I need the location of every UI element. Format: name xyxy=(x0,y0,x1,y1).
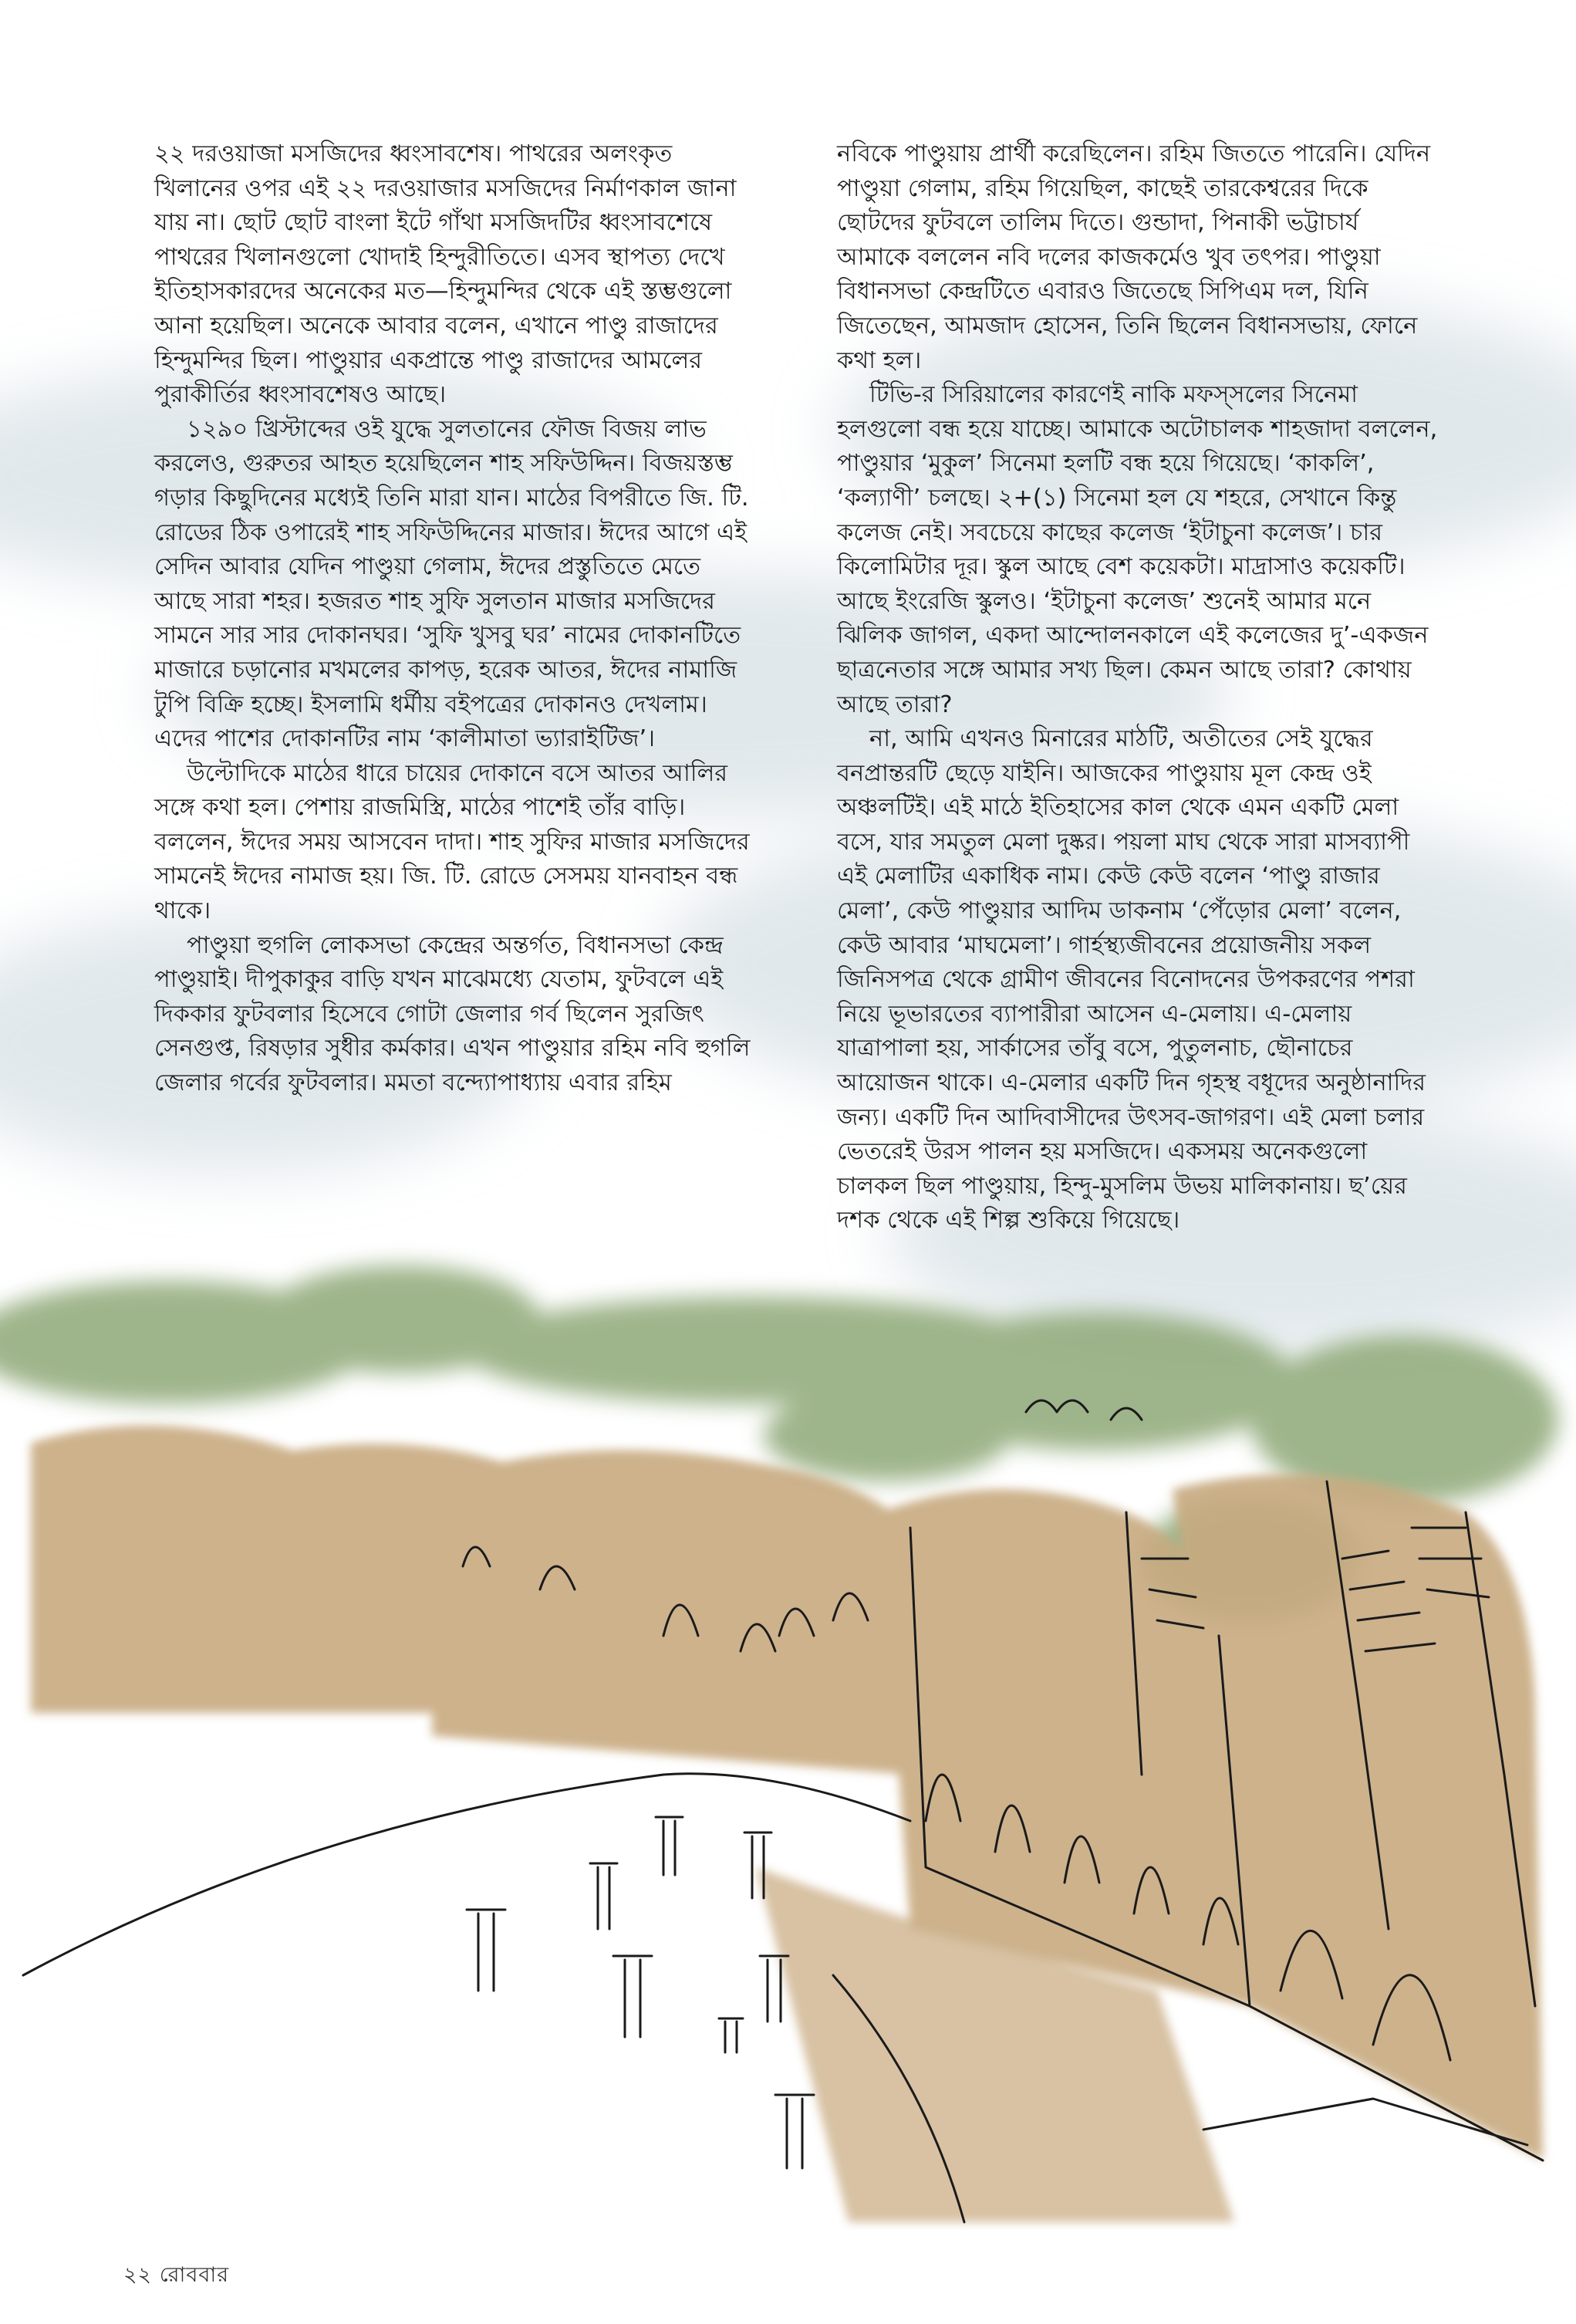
page-footer: ২২ রোববার xyxy=(123,2263,230,2287)
paragraph: নবিকে পাণ্ডুয়ায় প্রার্থী করেছিলেন। রহিম জিততে পারেনি। যেদিন পাণ্ডুয়া গেলাম, রহিম গিয়েছিল, কাছেই তারকেশ্বরের দিকে ছোটদের ফুটবলে তালিম দিতে। গুন্ডাদা, পিনাকী ভট্টাচার্য আমাকে বললেন নবি দলের কাজকর্মেও খুব তৎপর। পাণ্ডুয়া বিধানসভা কেন্দ্রটিতে এবারও জিতেছে সিপিএম দল, যিনি জিতেছেন, আমজাদ হোসেন, তিনি ছিলেন বিধানসভায়, ফোনে কথা হল। xyxy=(837,140,1431,374)
paragraph: টিভি-র সিরিয়ালের কারণেই নাকি মফস্সলের সিনেমা হলগুলো বন্ধ হয়ে যাচ্ছে। আমাকে অটোচালক শাহজাদা বললেন, পাণ্ডুয়ার ‘মুকুল’ সিনেমা হলটি বন্ধ হয়ে গিয়েছে। ‘কাকলি’, ‘কল্যাণী’ চলছে। ২+(১) সিনেমা হল যে শহরে, সেখানে কিন্তু কলেজ নেই। সবচেয়ে কাছের কলেজ ‘ইটাচুনা কলেজ’। চার কিলোমিটার দূর। স্কুল আছে বেশ কয়েকটা। মাদ্রাসাও কয়েকটি। আছে ইংরেজি স্কুলও। ‘ইটাচুনা কলেজ’ শুনেই আমার মনে ঝিলিক জাগল, একদা আন্দোলনকালে এই কলেজের দু’-একজন ছাত্রনেতার সঙ্গে আমার সখ্য ছিল। কেমন আছে তারা? কোথায় আছে তারা? xyxy=(837,381,1438,718)
article-right-column xyxy=(837,137,1439,1238)
mosque-ruins-illustration xyxy=(0,1235,1576,2230)
paragraph: ২২ দরওয়াজা মসজিদের ধ্বংসাবশেষ। পাথরের অলংকৃত খিলানের ওপর এই ২২ দরওয়াজার মসজিদের নির্মাণকাল জানা যায় না। ছোট ছোট বাংলা ইটে গাঁথা মসজিদটির ধ্বংসাবশেষে পাথরের খিলানগুলো খোদাই হিন্দুরীতিতে। এসব স্থাপত্য দেখে ইতিহাসকারদের অনেকের মত—হিন্দুমন্দির থেকে এই স্তম্ভগুলো আনা হয়েছিল। অনেকে আবার বলেন, এখানে পাণ্ডু রাজাদের হিন্দুমন্দির ছিল। পাণ্ডুয়ার একপ্রান্তে পাণ্ডু রাজাদের আমলের পুরাকীর্তির ধ্বংসাবশেষও আছে। xyxy=(154,140,737,409)
paragraph: পাণ্ডুয়া হুগলি লোকসভা কেন্দ্রের অন্তর্গত, বিধানসভা কেন্দ্র পাণ্ডুয়াই। দীপুকাকুর বাড়ি যখন মাঝেমধ্যে যেতাম, ফুটবলে এই দিককার ফুটবলার হিসেবে গোটা জেলার গর্ব ছিলেন সুরজিৎ সেনগুপ্ত, রিষড়ার সুধীর কর্মকার। এখন পাণ্ডুয়ার রহিম নবি হুগলি জেলার গর্বের ফুটবলার। মমতা বন্দ্যোপাধ্যায় এবার রহিম xyxy=(154,931,751,1097)
paragraph: উল্টোদিকে মাঠের ধারে চায়ের দোকানে বসে আতর আলির সঙ্গে কথা হল। পেশায় রাজমিস্ত্রি, মাঠের পাশেই তাঁর বাড়ি। বললেন, ঈদের সময় আসবেন দাদা। শাহ সুফির মাজার মসজিদের সামনেই ঈদের নামাজ হয়। জি. টি. রোডে সেসময় যানবাহন বন্ধ থাকে। xyxy=(154,759,750,925)
paragraph: না, আমি এখনও মিনারের মাঠটি, অতীতের সেই যুদ্ধের বনপ্রান্তরটি ছেড়ে যাইনি। আজকের পাণ্ডুয়ায় মূল কেন্দ্র ওই অঞ্চলটিই। এই মাঠে ইতিহাসের কাল থেকে এমন একটি মেলা বসে, যার সমতুল মেলা দুষ্কর। পয়লা মাঘ থেকে সারা মাসব্যাপী এই মেলাটির একাধিক নাম। কেউ কেউ বলেন ‘পাণ্ডু রাজার মেলা’, কেউ পাণ্ডুয়ার আদিম ডাকনাম ‘পেঁড়োর মেলা’ বলেন, কেউ আবার ‘মাঘমেলা’। গার্হস্থ্যজীবনের প্রয়োজনীয় সকল জিনিসপত্র থেকে গ্রামীণ জীবনের বিনোদনের উপকরণের পশরা নিয়ে ভূভারতের ব্যাপারীরা আসেন এ-মেলায়। এ-মেলায় যাত্রাপালা হয়, সার্কাসের তাঁবু বসে, পুতুলনাচ, ছৌনাচের আয়োজন থাকে। এ-মেলার একটি দিন গৃহস্থ বধূদের অনুষ্ঠানাদির জন্য। একটি দিন আদিবাসীদের উৎসব-জাগরণ। এই মেলা চলার ভেতরেই উরস পালন হয় মসজিদে। একসময় অনেকগুলো চালকল ছিল পাণ্ডুয়ায়, হিন্দু-মুসলিম উভয় মালিকানায়। ছ’য়ের দশক থেকে এই শিল্প শুকিয়ে গিয়েছে। xyxy=(837,725,1426,1235)
paragraph: ১২৯০ খ্রিস্টাব্দের ওই যুদ্ধে সুলতানের ফৌজ বিজয় লাভ করলেও, গুরুতর আহত হয়েছিলেন শাহ সফিউদ্দিন। বিজয়স্তম্ভ গড়ার কিছুদিনের মধ্যেই তিনি মারা যান। মাঠের বিপরীতে জি. টি. রোডের ঠিক ওপারেই শাহ সফিউদ্দিনের মাজার। ঈদের আগে এই সেদিন আবার যেদিন পাণ্ডুয়া গেলাম, ঈদের প্রস্তুতিতে মেতে আছে সারা শহর। হজরত শাহ সুফি সুলতান মাজার মসজিদের সামনে সার সার দোকানঘর। ‘সুফি খুসবু ঘর’ নামের দোকানটিতে মাজারে চড়ানোর মখমলের কাপড়, হরেক আতর, ঈদের নামাজি টুপি বিক্রি হচ্ছে। ইসলামি ধর্মীয় বইপত্রের দোকানও দেখলাম। এদের পাশের দোকানটির নাম ‘কালীমাতা ভ্যারাইটিজ’। xyxy=(154,415,749,753)
article-left-column xyxy=(154,137,756,1101)
